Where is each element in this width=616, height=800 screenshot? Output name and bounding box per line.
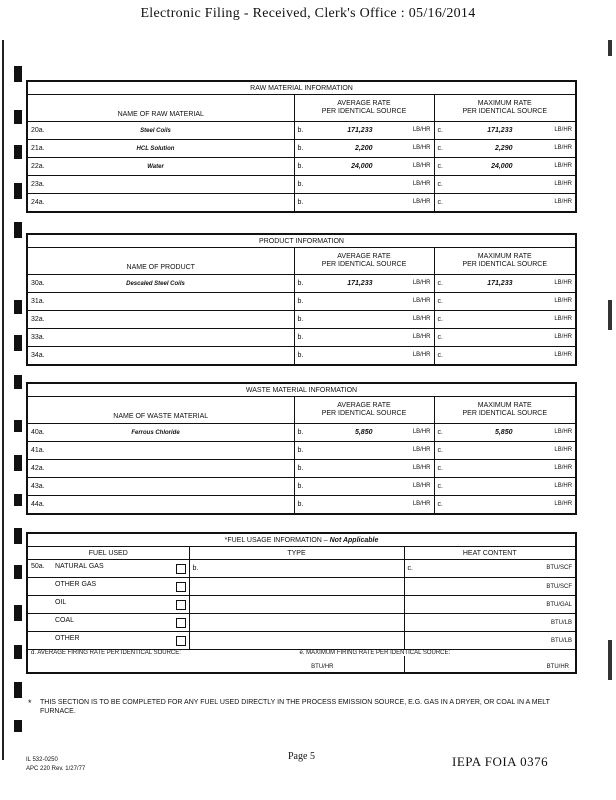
column-header: AVERAGE RATE PER IDENTICAL SOURCE xyxy=(294,95,434,122)
footnote-marker: * xyxy=(28,698,32,708)
average-rate[interactable]: 171,233 xyxy=(347,127,373,134)
table-row: 30a. Descaled Steel Coils b. 171,233 LB/HR c. 171,233 LB/HR xyxy=(27,275,576,293)
binder-mark xyxy=(14,455,22,471)
average-rate[interactable]: 24,000 xyxy=(351,163,373,170)
maximum-rate[interactable]: 171,233 xyxy=(487,280,513,287)
average-rate[interactable]: 171,233 xyxy=(347,280,373,287)
maximum-rate[interactable]: 24,000 xyxy=(491,163,513,170)
binder-mark xyxy=(14,110,22,124)
footnote-text: THIS SECTION IS TO BE COMPLETED FOR ANY FUEL USED DIRECTLY IN THE PROCESS EMISSION SOURCE, E.G. GAS IN A DRYER, OR COAL IN A MELT FURNACE. xyxy=(40,699,550,715)
binder-mark xyxy=(14,375,22,389)
material-name[interactable]: Steel Coils xyxy=(140,128,171,134)
binder-mark xyxy=(14,565,22,579)
table-row xyxy=(27,578,576,596)
type-field[interactable] xyxy=(189,632,404,650)
column-header: MAXIMUM RATE PER IDENTICAL SOURCE xyxy=(434,248,576,275)
natural-gas-checkbox[interactable] xyxy=(176,564,186,574)
type-field[interactable] xyxy=(189,578,404,596)
table-row xyxy=(27,596,576,614)
average-firing-rate-field[interactable]: d. AVERAGE FIRING RATE PER IDENTICAL SOURCE: BTU/HR xyxy=(27,650,404,674)
binder-mark xyxy=(14,145,22,159)
binder-mark xyxy=(14,605,22,621)
waste-material-table xyxy=(26,382,577,515)
table-row: 41a. b. LB/HR c. LB/HR xyxy=(27,442,576,460)
table-row: 50a. NATURAL GAS b. c. BTU/SCF xyxy=(27,560,576,578)
coal-checkbox[interactable] xyxy=(176,618,186,628)
table-row: 21a. HCL Solution b. 2,200 LB/HR c. 2,290 LB/HR xyxy=(27,140,576,158)
column-header: NAME OF RAW MATERIAL xyxy=(27,95,294,122)
product-name[interactable]: Descaled Steel Coils xyxy=(126,281,185,287)
section-title: *FUEL USAGE INFORMATION – Not Applicable xyxy=(27,533,576,547)
page-number: Page 5 xyxy=(288,751,315,762)
other-fuel-checkbox[interactable] xyxy=(176,636,186,646)
margin-mark xyxy=(608,40,612,56)
section-title: RAW MATERIAL INFORMATION xyxy=(27,81,576,95)
column-header: HEAT CONTENT xyxy=(404,547,576,560)
column-header: NAME OF PRODUCT xyxy=(27,248,294,275)
table-row: 44a. b. LB/HR c. LB/HR xyxy=(27,496,576,515)
heat-content-field[interactable]: BTU/GAL xyxy=(404,596,576,614)
binder-mark xyxy=(14,222,22,238)
fuel-label: OTHER GAS xyxy=(55,581,97,588)
maximum-rate[interactable]: 171,233 xyxy=(487,127,513,134)
table-row: 32a. b. LB/HR c. LB/HR xyxy=(27,311,576,329)
fuel-usage-table xyxy=(26,532,577,674)
fuel-label: NATURAL GAS xyxy=(55,563,104,570)
column-header: MAXIMUM RATE PER IDENTICAL SOURCE xyxy=(434,95,576,122)
maximum-rate[interactable]: 5,850 xyxy=(494,429,513,436)
table-row xyxy=(27,632,576,650)
binder-mark xyxy=(14,494,22,506)
binder-mark xyxy=(14,183,22,199)
type-field[interactable] xyxy=(189,614,404,632)
section-title: WASTE MATERIAL INFORMATION xyxy=(27,383,576,397)
table-row: 24a. b. LB/HR c. LB/HR xyxy=(27,194,576,213)
table-row xyxy=(27,614,576,632)
table-row: 40a. Ferrous Chloride b. 5,850 LB/HR c. 5,850 LB/HR xyxy=(27,424,576,442)
table-row: 43a. b. LB/HR c. LB/HR xyxy=(27,478,576,496)
material-name[interactable]: HCL Solution xyxy=(136,146,175,152)
type-field[interactable]: b. xyxy=(189,560,404,578)
column-header: FUEL USED xyxy=(27,547,189,560)
column-header: AVERAGE RATE PER IDENTICAL SOURCE xyxy=(294,248,434,275)
column-header: NAME OF WASTE MATERIAL xyxy=(27,397,294,424)
binder-mark xyxy=(14,420,22,432)
maximum-rate[interactable]: 2,290 xyxy=(494,145,513,152)
binder-mark xyxy=(14,300,22,314)
heat-content-field[interactable]: BTU/LB xyxy=(404,614,576,632)
column-header: TYPE xyxy=(189,547,404,560)
heat-content-field[interactable]: BTU/SCF xyxy=(404,578,576,596)
binder-mark xyxy=(14,682,22,698)
table-row: 20a. Steel Coils b. 171,233 LB/HR c. 171,233 LB/HR xyxy=(27,122,576,140)
table-row: 42a. b. LB/HR c. LB/HR xyxy=(27,460,576,478)
table-row: 23a. b. LB/HR c. LB/HR xyxy=(27,176,576,194)
average-rate[interactable]: 2,200 xyxy=(354,145,373,152)
raw-material-table xyxy=(26,80,577,213)
table-row: 33a. b. LB/HR c. LB/HR xyxy=(27,329,576,347)
table-row: 31a. b. LB/HR c. LB/HR xyxy=(27,293,576,311)
waste-name[interactable]: Ferrous Chloride xyxy=(131,430,180,436)
average-rate[interactable]: 5,850 xyxy=(354,429,373,436)
heat-content-field[interactable]: BTU/LB xyxy=(404,632,576,650)
form-revision: APC 220 Rev. 1/27/77 xyxy=(26,766,86,772)
table-row: 22a. Water b. 24,000 LB/HR c. 24,000 LB/HR xyxy=(27,158,576,176)
binder-mark xyxy=(14,335,22,351)
binder-mark xyxy=(14,645,22,659)
filing-stamp: Electronic Filing - Received, Clerk's Office : 05/16/2014 xyxy=(140,6,476,21)
product-table xyxy=(26,233,577,366)
other-gas-checkbox[interactable] xyxy=(176,582,186,592)
heat-content-field[interactable]: c. BTU/SCF xyxy=(404,560,576,578)
fuel-label: COAL xyxy=(55,617,75,624)
margin-mark xyxy=(608,640,612,680)
column-header: MAXIMUM RATE PER IDENTICAL SOURCE xyxy=(434,397,576,424)
maximum-firing-rate-field[interactable]: e. MAXIMUM FIRING RATE PER IDENTICAL SOURCE: BTU/HR xyxy=(404,650,576,674)
fuel-label: OTHER xyxy=(55,635,80,642)
binder-mark xyxy=(14,720,22,732)
oil-checkbox[interactable] xyxy=(176,600,186,610)
type-field[interactable] xyxy=(189,596,404,614)
material-name[interactable]: Water xyxy=(147,164,164,170)
margin-mark xyxy=(608,300,612,330)
table-row: 34a. b. LB/HR c. LB/HR xyxy=(27,347,576,366)
form-id: IL 532-0250 xyxy=(26,757,58,763)
column-header: AVERAGE RATE PER IDENTICAL SOURCE xyxy=(294,397,434,424)
fuel-label: OIL xyxy=(55,599,67,606)
section-title: PRODUCT INFORMATION xyxy=(27,234,576,248)
binder-mark xyxy=(14,528,22,544)
foia-stamp: IEPA FOIA 0376 xyxy=(452,754,549,769)
binder-mark xyxy=(14,66,22,82)
margin-mark xyxy=(2,40,4,760)
